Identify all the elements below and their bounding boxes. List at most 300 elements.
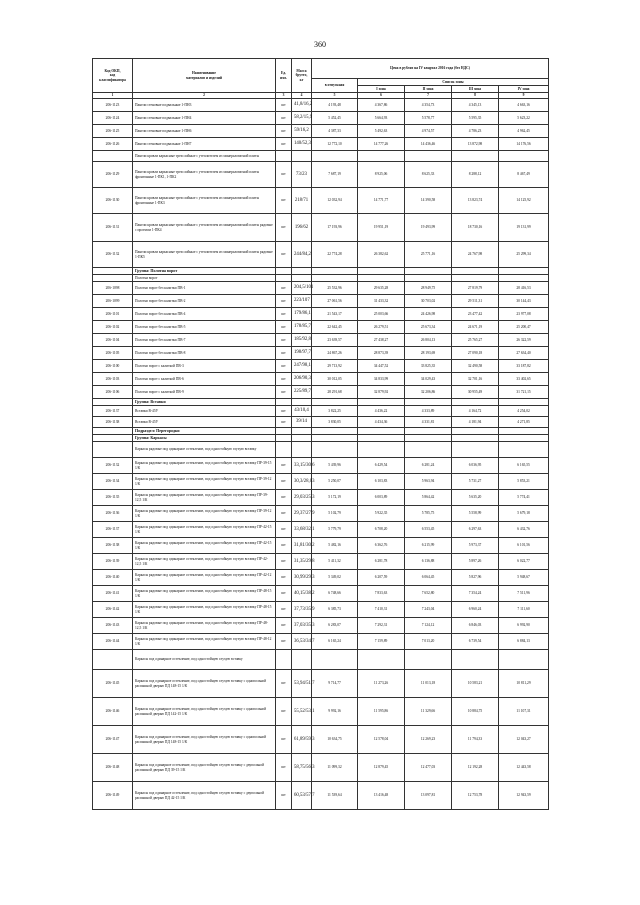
header-name	[133, 59, 276, 93]
header-unit-2: изм.	[280, 75, 287, 80]
row-price-zone3: 5 558,99	[452, 506, 499, 522]
row-name: Каркасы под одинарное остекление, под одностойную глухую вставку с однопольной распашной дверью ПД 148-15 1/К	[133, 726, 276, 754]
table-row	[93, 490, 549, 506]
row-unit: шт	[276, 458, 292, 474]
row-mass: 37,03/35,3	[292, 618, 312, 634]
table-row	[93, 417, 549, 428]
row-price-zone3: 6 846,03	[452, 618, 499, 634]
group-row	[93, 428, 549, 435]
row-price-base: 21 543,17	[312, 308, 358, 321]
row-mass	[292, 151, 312, 162]
row-code: 206-1098	[93, 282, 133, 295]
row-price-zone4: 8 467,49	[499, 162, 549, 188]
row-price-zone4: 7 511,96	[499, 586, 549, 602]
row-price-base: 6 748,66	[312, 586, 358, 602]
row-price-zone4: 5 948,67	[499, 570, 549, 586]
row-price-base	[312, 151, 358, 162]
row-price-zone4: 12 043,27	[499, 726, 549, 754]
row-code: 206-1105	[93, 347, 133, 360]
row-unit: шт	[276, 522, 292, 538]
row-price-zone4: 6 022,77	[499, 554, 549, 570]
row-price-zone1: 28 873,39	[358, 347, 405, 360]
row-mass	[292, 428, 312, 435]
table-row	[93, 618, 549, 634]
row-name: Каркасы рядовые под одинарное остекление, под одностойную глухую вставку ПР-48-15 1/К	[133, 586, 276, 602]
row-mass	[292, 275, 312, 282]
row-price-zone4: 4 663,16	[499, 99, 549, 112]
row-price-zone3: 4 181,94	[452, 417, 499, 428]
row-price-zone3: 6 960,24	[452, 602, 499, 618]
row-price-zone2: 11 329,66	[405, 698, 452, 726]
row-unit	[276, 650, 292, 670]
row-name: Полотно ворот с калиткой ПВ-6	[133, 373, 276, 386]
row-price-zone3: 10 884,75	[452, 698, 499, 726]
row-code: 206-1138	[93, 417, 133, 428]
row-code: 206-1146	[93, 698, 133, 726]
row-price-zone2: 5 963,94	[405, 474, 452, 490]
row-price-zone2: 24 426,98	[405, 308, 452, 321]
table-row	[93, 214, 549, 242]
row-price-zone1	[358, 650, 405, 670]
row-price-zone1: 25 003,66	[358, 308, 405, 321]
row-price-zone1: 31 433,32	[358, 295, 405, 308]
row-price-zone3	[452, 428, 499, 435]
table-row	[93, 554, 549, 570]
row-price-zone1: 14 777,26	[358, 138, 405, 151]
row-price-zone4: 31 721,15	[499, 386, 549, 399]
table-row	[93, 506, 549, 522]
row-mass: 55,52/53,1	[292, 698, 312, 726]
row-price-zone4: 25 200,47	[499, 321, 549, 334]
row-code	[93, 650, 133, 670]
row-price-zone1: 34 447,52	[358, 360, 405, 373]
row-price-zone2: 5 864,42	[405, 490, 452, 506]
row-mass: 61,89/59,3	[292, 726, 312, 754]
row-price-zone2: 28 193,69	[405, 347, 452, 360]
row-mass: 185/92,8	[292, 334, 312, 347]
row-price-base: 25 532,96	[312, 282, 358, 295]
row-price-base: 22 642,45	[312, 321, 358, 334]
table-row	[93, 726, 549, 754]
row-unit: шт	[276, 570, 292, 586]
table-row	[93, 634, 549, 650]
row-unit: шт	[276, 162, 292, 188]
table-row	[93, 386, 549, 399]
row-name: Полотно ворот без калитки ПВ-4	[133, 308, 276, 321]
row-price-zone1: 27 438,27	[358, 334, 405, 347]
row-unit: шт	[276, 538, 292, 554]
header-okp-2: код	[109, 73, 116, 78]
row-price-zone3	[452, 275, 499, 282]
row-price-base: 11 099,32	[312, 754, 358, 782]
row-code: 206-1132	[93, 458, 133, 474]
row-mass: 244/84,2	[292, 242, 312, 268]
row-name: Группа: Каркасы	[133, 435, 276, 442]
row-name: Панели стеновые подвальные 1-ПН3	[133, 99, 276, 112]
row-name: Панели кровли каркасные трехслойные с утеплителем из минераловатной плиты	[133, 151, 276, 162]
row-price-zone3: 11 794,33	[452, 726, 499, 754]
row-price-base: 5 250,07	[312, 474, 358, 490]
row-name: Полотно ворот с калиткой ПВ-3	[133, 360, 276, 373]
table-row	[93, 360, 549, 373]
row-price-zone3	[452, 435, 499, 442]
table-row	[93, 125, 549, 138]
row-mass: 247/98,1	[292, 360, 312, 373]
row-price-base: 5 411,32	[312, 554, 358, 570]
row-price-zone3	[452, 650, 499, 670]
row-price-zone2: 4 354,73	[405, 99, 452, 112]
row-price-zone2: 19 493,99	[405, 214, 452, 242]
table-row	[93, 275, 549, 282]
row-price-base: 6 385,73	[312, 602, 358, 618]
row-unit: шт	[276, 726, 292, 754]
row-code: 206-1104	[93, 334, 133, 347]
header-num: 5	[312, 93, 358, 99]
table-row	[93, 782, 549, 810]
row-code: 206-1106	[93, 386, 133, 399]
row-mass: 58,75/56,3	[292, 754, 312, 782]
table-row	[93, 442, 549, 458]
row-mass: 33,68/32,1	[292, 522, 312, 538]
row-price-zone4: 4 962,45	[499, 125, 549, 138]
row-unit	[276, 151, 292, 162]
table-row	[93, 406, 549, 417]
row-unit: шт	[276, 474, 292, 490]
row-mass	[292, 268, 312, 275]
row-price-zone1: 11 273,26	[358, 670, 405, 698]
row-code: 206-1137	[93, 522, 133, 538]
row-price-zone2: 7 243,04	[405, 602, 452, 618]
row-mass: 140/52,3	[292, 138, 312, 151]
row-price-zone3: 24 767,98	[452, 242, 499, 268]
row-price-base: 17 193,96	[312, 214, 358, 242]
row-unit: шт	[276, 242, 292, 268]
row-price-zone4	[499, 650, 549, 670]
row-price-base	[312, 275, 358, 282]
row-name: Каркасы рядовые под одинарное остекление, под одностойную глухую вставку ПР-42-15 1/К	[133, 522, 276, 538]
row-code: 206-1143	[93, 618, 133, 634]
row-name: Подраздел: Перегородки	[133, 428, 276, 435]
row-price-base: 6 283,07	[312, 618, 358, 634]
row-price-base: 5 779,79	[312, 522, 358, 538]
row-code: 206-1149	[93, 782, 133, 810]
row-price-zone4	[499, 268, 549, 275]
row-unit: шт	[276, 698, 292, 726]
header-num: 8	[452, 93, 499, 99]
row-unit: шт	[276, 282, 292, 295]
table-row	[93, 308, 549, 321]
row-code: 206-1100	[93, 360, 133, 373]
row-code: 206-1137	[93, 406, 133, 417]
row-price-zone3: 10 583,21	[452, 670, 499, 698]
price-table	[92, 58, 549, 810]
row-price-zone3: 18 730,16	[452, 214, 499, 242]
row-code	[93, 268, 133, 275]
row-price-zone4	[499, 435, 549, 442]
row-code: 206-1134	[93, 474, 133, 490]
table-row	[93, 586, 549, 602]
table-row	[93, 670, 549, 698]
row-price-zone4: 14 176,56	[499, 138, 549, 151]
row-code: 206-1103	[93, 373, 133, 386]
row-price-zone4: 19 131,99	[499, 214, 549, 242]
row-price-zone1: 5 664,93	[358, 112, 405, 125]
row-name: Панели стеновые подвальные 1-ПН7	[133, 138, 276, 151]
row-price-zone3: 25 765,27	[452, 334, 499, 347]
row-price-zone3: 12 192,28	[452, 754, 499, 782]
row-price-zone3: 13 823,74	[452, 188, 499, 214]
row-price-zone2: 34 029,43	[405, 373, 452, 386]
header-num: 2	[133, 93, 276, 99]
row-price-zone2: 4 333,89	[405, 406, 452, 417]
row-unit	[276, 435, 292, 442]
row-name: Каркасы под одинарное остекление, под одностойную глухую вставку с однопольной распашной дверью ПД 142-15 1/К	[133, 698, 276, 726]
header-zone-2: II зона	[405, 86, 452, 93]
row-price-zone3: 32 490,58	[452, 360, 499, 373]
row-mass: 43/10,4	[292, 406, 312, 417]
row-price-base: 9 714,77	[312, 670, 358, 698]
row-name: Полотно ворот без калитки ПВ-2	[133, 295, 276, 308]
row-price-zone2: 13 097,81	[405, 782, 452, 810]
row-unit: шт	[276, 99, 292, 112]
row-price-zone2	[405, 151, 452, 162]
row-price-zone2	[405, 650, 452, 670]
row-price-zone1: 8 925,06	[358, 162, 405, 188]
header-mass-1: Масса	[296, 69, 307, 74]
row-price-zone2: 6 281,24	[405, 458, 452, 474]
header-col-base: в отпускная	[312, 79, 358, 93]
row-price-zone3: 27 090,18	[452, 347, 499, 360]
row-name: Каркасы под одинарное остекление, под одностойную глухую вставку с двупольной распашной дверью ПД 39-15 1/К	[133, 754, 276, 782]
row-price-zone1: 34 833,99	[358, 373, 405, 386]
row-price-base: 27 061,56	[312, 295, 358, 308]
row-price-zone1: 6 362,76	[358, 538, 405, 554]
row-price-zone4: 6 101,56	[499, 538, 549, 554]
row-unit: шт	[276, 188, 292, 214]
table-row	[93, 138, 549, 151]
row-mass: 198/97,7	[292, 347, 312, 360]
row-mass: 37,73/35,9	[292, 602, 312, 618]
row-price-zone2: 11 013,18	[405, 670, 452, 698]
row-price-zone2: 30 703,02	[405, 295, 452, 308]
row-price-base: 29 713,92	[312, 360, 358, 373]
row-code: 206-1131	[93, 214, 133, 242]
row-price-zone1: 5 492,63	[358, 125, 405, 138]
row-price-zone1	[358, 435, 405, 442]
row-code: 206-1140	[93, 570, 133, 586]
row-price-zone4: 5 774,41	[499, 490, 549, 506]
row-price-zone4	[499, 428, 549, 435]
row-mass: 40,15/38,2	[292, 586, 312, 602]
row-name: Панели кровли каркасные трехслойные с утеплителем из минераловатной плиты фронтонные 1-ПК1, 1-ПК2	[133, 162, 276, 188]
row-mass: 206/90,3	[292, 373, 312, 386]
row-name: Каркасы под одинарное остекление, под одностойную глухую вставку с двупольной распашной дверью ПД 42-15 1/К	[133, 782, 276, 810]
row-name: Каркасы рядовые под одинарное остекление, под одностойную глухую вставку ПР-48-15 1/К	[133, 602, 276, 618]
row-price-zone3: 5 731,27	[452, 474, 499, 490]
row-code: 206-1147	[93, 726, 133, 754]
row-price-zone1	[358, 275, 405, 282]
row-price-zone4: 6 884,13	[499, 634, 549, 650]
row-unit: шт	[276, 754, 292, 782]
row-unit: шт	[276, 373, 292, 386]
header-name-1: Наименование	[192, 71, 216, 76]
group-row	[93, 268, 549, 275]
row-price-zone3: 6 739,54	[452, 634, 499, 650]
row-mass: 196/62	[292, 214, 312, 242]
row-price-zone4: 23 977,08	[499, 308, 549, 321]
row-price-zone4: 28 416,53	[499, 282, 549, 295]
row-price-zone2: 32 206,86	[405, 386, 452, 399]
row-price-zone4	[499, 275, 549, 282]
row-price-base	[312, 650, 358, 670]
row-mass: 53,94/51,7	[292, 670, 312, 698]
row-price-zone2	[405, 435, 452, 442]
page-number: 360	[314, 40, 326, 49]
row-price-zone1: 5 922,35	[358, 506, 405, 522]
row-unit: шт	[276, 490, 292, 506]
row-price-zone4: 5 853,21	[499, 474, 549, 490]
row-price-base	[312, 268, 358, 275]
row-price-base: 4 193,48	[312, 99, 358, 112]
row-price-zone2: 25 673,34	[405, 321, 452, 334]
row-price-zone2: 14 436,46	[405, 138, 452, 151]
row-mass: 31,81/30,2	[292, 538, 312, 554]
row-price-zone2: 6 215,99	[405, 538, 452, 554]
row-price-base	[312, 435, 358, 442]
row-price-zone1: 12 879,45	[358, 754, 405, 782]
row-price-zone1	[358, 442, 405, 458]
row-code	[93, 442, 133, 458]
row-price-base: 22 774,28	[312, 242, 358, 268]
header-zone-4: IV зона	[499, 86, 549, 93]
row-unit: шт	[276, 308, 292, 321]
row-price-zone1: 26 279,51	[358, 321, 405, 334]
row-price-base	[312, 399, 358, 406]
header-okp	[93, 59, 133, 93]
row-price-zone2: 4 331,81	[405, 417, 452, 428]
row-price-zone1: 6 708,20	[358, 522, 405, 538]
row-unit: шт	[276, 360, 292, 373]
header-row-1	[93, 59, 549, 79]
row-mass: 225/89,7	[292, 386, 312, 399]
row-price-zone1: 14 771,77	[358, 188, 405, 214]
row-price-base: 9 992,16	[312, 698, 358, 726]
table-row	[93, 334, 549, 347]
row-price-base: 5 172,19	[312, 490, 358, 506]
row-name: Вставки В-45У	[133, 417, 276, 428]
row-name: Каркасы рядовые под одинарное остекление, под одностойную глухую вставку ПР-39-12 1/К	[133, 474, 276, 490]
row-price-zone3: 7 354,24	[452, 586, 499, 602]
row-price-zone2: 5 578,77	[405, 112, 452, 125]
row-name: Полотно ворот без калитки ПВ-7	[133, 334, 276, 347]
table-row	[93, 373, 549, 386]
row-price-base: 11 539,64	[312, 782, 358, 810]
row-unit: шт	[276, 554, 292, 570]
header-name-2: материалов и изделий	[186, 75, 222, 80]
row-unit: шт	[276, 634, 292, 650]
row-price-zone1: 32 879,92	[358, 386, 405, 399]
header-mass	[292, 59, 312, 93]
row-mass: 36,53/34,7	[292, 634, 312, 650]
row-mass: 218/71	[292, 188, 312, 214]
row-price-zone4: 33 187,82	[499, 360, 549, 373]
row-price-zone3: 29 511,31	[452, 295, 499, 308]
header-mass-2: брутто,	[295, 73, 308, 78]
row-price-zone3: 13 872,98	[452, 138, 499, 151]
row-code: 206-1138	[93, 538, 133, 554]
row-price-zone2	[405, 428, 452, 435]
row-name: Каркасы под одинарное остекление, под одностойную глухую вставку	[133, 650, 276, 670]
row-mass: 31,35/29,8	[292, 554, 312, 570]
row-mass	[292, 442, 312, 458]
row-price-zone2: 25 771,16	[405, 242, 452, 268]
row-price-zone1: 11 595,86	[358, 698, 405, 726]
row-name: Каркасы рядовые под одинарное остекление, под одностойную глухую вставку ПР-42-15 1/К	[133, 538, 276, 554]
row-code: 206-1145	[93, 670, 133, 698]
row-price-zone3: 30 955,49	[452, 386, 499, 399]
row-price-base: 6 165,24	[312, 634, 358, 650]
row-price-zone4: 30 144,43	[499, 295, 549, 308]
row-name: Панели кровли каркасные трехслойные с утеплителем из минераловатной плиты рядовые с проемом 1-ПК4	[133, 214, 276, 242]
row-code: 206-1125	[93, 125, 133, 138]
row-price-zone3: 5 827,96	[452, 570, 499, 586]
row-price-zone2: 6 064,45	[405, 570, 452, 586]
row-price-zone1	[358, 151, 405, 162]
row-unit: шт	[276, 112, 292, 125]
row-mass: 33,15/30,6	[292, 458, 312, 474]
row-price-zone1: 26 382,62	[358, 242, 405, 268]
row-price-zone3	[452, 151, 499, 162]
row-price-zone1: 7 833,63	[358, 586, 405, 602]
row-price-zone2: 8 625,33	[405, 162, 452, 188]
row-price-zone2	[405, 442, 452, 458]
header-zone-3: III зона	[452, 86, 499, 93]
row-mass: 73/23	[292, 162, 312, 188]
header-mass-3: кг	[299, 77, 304, 82]
row-unit: шт	[276, 506, 292, 522]
row-unit: шт	[276, 417, 292, 428]
table-row	[93, 698, 549, 726]
row-price-zone3: 24 671,19	[452, 321, 499, 334]
row-price-zone2: 7 013,20	[405, 634, 452, 650]
row-price-zone1: 6 003,89	[358, 490, 405, 506]
row-mass: 60,53/57,7	[292, 782, 312, 810]
table-row	[93, 458, 549, 474]
table-row	[93, 295, 549, 308]
row-unit: шт	[276, 125, 292, 138]
row-price-zone3: 8 288,12	[452, 162, 499, 188]
row-unit: шт	[276, 602, 292, 618]
row-price-zone4: 26 322,59	[499, 334, 549, 347]
header-num: 7	[405, 93, 452, 99]
row-name: Полотно ворот с калиткой ПВ-9	[133, 386, 276, 399]
header-col-zones: Список зоны	[358, 79, 549, 86]
row-unit: шт	[276, 214, 292, 242]
header-num: 9	[499, 93, 549, 99]
table-row	[93, 151, 549, 162]
row-price-zone1: 4 367,86	[358, 99, 405, 112]
row-price-zone3: 32 701,16	[452, 373, 499, 386]
row-price-zone1: 6 103,83	[358, 474, 405, 490]
row-price-zone1: 6 207,59	[358, 570, 405, 586]
row-unit: шт	[276, 782, 292, 810]
row-price-zone4: 14 125,92	[499, 188, 549, 214]
row-mass: 30,3/28,03	[292, 474, 312, 490]
row-name: Полотно ворот без калитки ПВ-5	[133, 321, 276, 334]
row-name: Вставки В-45У	[133, 406, 276, 417]
row-price-zone2: 6 553,45	[405, 522, 452, 538]
row-price-zone3: 12 753,78	[452, 782, 499, 810]
